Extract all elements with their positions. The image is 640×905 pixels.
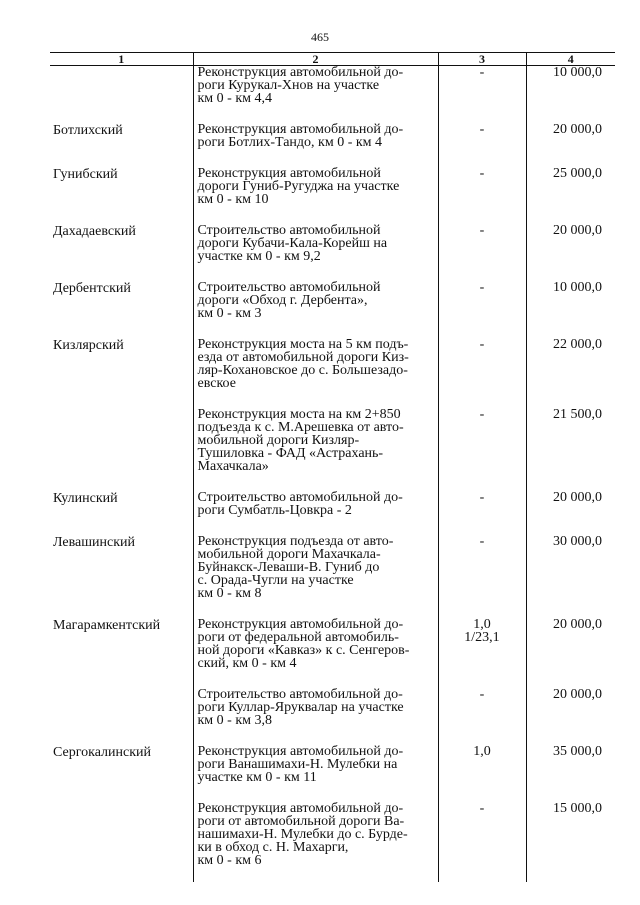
column-3-value: - bbox=[479, 65, 485, 80]
row-spacer bbox=[50, 517, 615, 535]
project-description-line: Реконструкция подъезда от авто- bbox=[197, 534, 394, 549]
row-spacer bbox=[50, 263, 615, 281]
row-spacer bbox=[50, 320, 615, 338]
table-row bbox=[50, 66, 615, 106]
amount-cell: 35 000,0 bbox=[526, 745, 615, 784]
spacer-cell bbox=[438, 390, 526, 408]
spacer-cell bbox=[193, 517, 438, 535]
project-description-line: Строительство автомобильной bbox=[197, 223, 381, 238]
project-description-line: Строительство автомобильной до- bbox=[197, 490, 403, 505]
spacer-cell bbox=[438, 105, 526, 123]
road-projects-table bbox=[50, 52, 615, 882]
spacer-cell bbox=[526, 149, 615, 167]
district-cell bbox=[50, 66, 193, 106]
spacer-cell bbox=[526, 263, 615, 281]
spacer-cell bbox=[526, 670, 615, 688]
amount-cell: 10 000,0 bbox=[526, 281, 615, 320]
spacer-cell bbox=[438, 670, 526, 688]
spacer-cell bbox=[50, 784, 193, 802]
project-description-line: роги Куллар-Яруквалар на участке bbox=[197, 700, 404, 715]
project-description-cell bbox=[193, 408, 438, 473]
project-description-line: роги Сумбатль-Цовкра - 2 bbox=[197, 503, 352, 518]
spacer-cell bbox=[438, 517, 526, 535]
district-cell: Дахадаевский bbox=[53, 224, 136, 239]
district-cell: Ботлихский bbox=[53, 123, 123, 138]
project-description-cell bbox=[193, 66, 438, 106]
spacer-cell bbox=[526, 206, 615, 224]
project-description-line: ки в обход с. Н. Махарги, bbox=[197, 840, 349, 855]
spacer-cell bbox=[438, 867, 526, 882]
project-description-cell bbox=[193, 281, 438, 320]
table-row bbox=[50, 491, 615, 517]
project-description-line: Реконструкция автомобильной до- bbox=[197, 801, 404, 816]
column-3-value: - bbox=[479, 280, 485, 295]
spacer-cell bbox=[50, 206, 193, 224]
spacer-cell bbox=[50, 320, 193, 338]
spacer-cell bbox=[526, 473, 615, 491]
amount-cell: 20 000,0 bbox=[526, 688, 615, 727]
table-row bbox=[50, 281, 615, 320]
column-header-2: 2 bbox=[193, 53, 438, 66]
spacer-cell bbox=[438, 473, 526, 491]
project-description-cell bbox=[193, 491, 438, 517]
table-row bbox=[50, 167, 615, 206]
project-description-cell bbox=[193, 338, 438, 390]
column-3-cell bbox=[438, 802, 526, 867]
project-description-line: роги Курукал-Хнов на участке bbox=[197, 78, 380, 93]
district-cell bbox=[50, 802, 193, 867]
spacer-cell bbox=[438, 727, 526, 745]
project-description-cell bbox=[193, 123, 438, 149]
column-3-cell bbox=[438, 618, 526, 670]
table-row bbox=[50, 745, 615, 784]
amount-cell: 20 000,0 bbox=[526, 123, 615, 149]
row-spacer bbox=[50, 784, 615, 802]
table-header-row bbox=[50, 53, 615, 66]
project-description-line: участке км 0 - км 9,2 bbox=[197, 249, 321, 264]
spacer-cell bbox=[438, 263, 526, 281]
column-3-value: 1,0 bbox=[473, 617, 491, 632]
row-spacer bbox=[50, 727, 615, 745]
project-description-line: ной дороги «Кавказ» к с. Сенгеров- bbox=[197, 643, 410, 658]
district-cell: Магарамкентский bbox=[53, 618, 161, 633]
spacer-cell bbox=[193, 867, 438, 882]
spacer-cell bbox=[526, 390, 615, 408]
project-description-line: Тушиловка - ФАД «Астрахань- bbox=[197, 446, 384, 461]
row-spacer bbox=[50, 206, 615, 224]
column-3-cell bbox=[438, 338, 526, 390]
spacer-cell bbox=[50, 517, 193, 535]
spacer-cell bbox=[193, 784, 438, 802]
column-3-value: - bbox=[479, 534, 485, 549]
column-3-value: - bbox=[479, 801, 485, 816]
spacer-cell bbox=[193, 206, 438, 224]
spacer-cell bbox=[526, 784, 615, 802]
column-3-cell bbox=[438, 167, 526, 206]
district-cell: Гунибский bbox=[53, 167, 118, 182]
column-3-value: - bbox=[479, 122, 485, 137]
project-description-line: нашимахи-Н. Мулебки до с. Бурде- bbox=[197, 827, 408, 842]
column-3-value: - bbox=[479, 490, 485, 505]
spacer-cell bbox=[50, 473, 193, 491]
spacer-cell bbox=[438, 206, 526, 224]
project-description-cell bbox=[193, 618, 438, 670]
project-description-line: дороги Гуниб-Ругуджа на участке bbox=[197, 179, 400, 194]
project-description-cell bbox=[193, 688, 438, 727]
spacer-cell bbox=[438, 320, 526, 338]
project-description-line: дороги «Обход г. Дербента», bbox=[197, 293, 368, 308]
table-row bbox=[50, 618, 615, 670]
column-3-value: - bbox=[479, 687, 485, 702]
table-row bbox=[50, 338, 615, 390]
table-body bbox=[50, 66, 615, 883]
project-description-line: ляр-Кохановское до с. Большезадо- bbox=[197, 363, 408, 378]
project-description-line: участке км 0 - км 11 bbox=[197, 770, 317, 785]
spacer-cell bbox=[193, 149, 438, 167]
district-cell: Кизлярский bbox=[53, 338, 124, 353]
table-row bbox=[50, 408, 615, 473]
project-description-line: мобильной дороги Кизляр- bbox=[197, 433, 360, 448]
table-row bbox=[50, 688, 615, 727]
spacer-cell bbox=[50, 105, 193, 123]
row-spacer bbox=[50, 149, 615, 167]
column-3-value: 1,0 bbox=[473, 744, 491, 759]
project-description-line: Реконструкция автомобильной bbox=[197, 166, 381, 181]
spacer-cell bbox=[438, 149, 526, 167]
amount-cell: 21 500,0 bbox=[526, 408, 615, 473]
row-spacer bbox=[50, 473, 615, 491]
spacer-cell bbox=[526, 600, 615, 618]
spacer-cell bbox=[193, 105, 438, 123]
project-description-line: км 0 - км 3 bbox=[197, 306, 262, 321]
district-cell: Левашинский bbox=[53, 535, 136, 550]
spacer-cell bbox=[193, 473, 438, 491]
spacer-cell bbox=[193, 727, 438, 745]
district-cell: Кулинский bbox=[53, 491, 118, 506]
spacer-cell bbox=[50, 727, 193, 745]
row-spacer bbox=[50, 105, 615, 123]
project-description-line: Строительство автомобильной bbox=[197, 280, 381, 295]
page-number: 465 bbox=[311, 30, 329, 44]
district-cell bbox=[50, 688, 193, 727]
spacer-cell bbox=[438, 784, 526, 802]
project-description-line: км 0 - км 4,4 bbox=[197, 91, 272, 106]
spacer-cell bbox=[438, 600, 526, 618]
table-row bbox=[50, 802, 615, 867]
column-3-cell bbox=[438, 535, 526, 600]
project-description-cell bbox=[193, 167, 438, 206]
row-spacer bbox=[50, 867, 615, 882]
amount-cell: 25 000,0 bbox=[526, 167, 615, 206]
amount-cell: 10 000,0 bbox=[526, 66, 615, 106]
spacer-cell bbox=[526, 105, 615, 123]
project-description-line: Реконструкция автомобильной до- bbox=[197, 744, 404, 759]
row-spacer bbox=[50, 600, 615, 618]
project-description-line: евское bbox=[197, 376, 236, 391]
project-description-line: км 0 - км 6 bbox=[197, 853, 262, 868]
row-spacer bbox=[50, 390, 615, 408]
project-description-line: Реконструкция моста на км 2+850 bbox=[197, 407, 401, 422]
project-description-line: км 0 - км 8 bbox=[197, 586, 262, 601]
project-description-line: км 0 - км 10 bbox=[197, 192, 269, 207]
spacer-cell bbox=[50, 867, 193, 882]
column-3-cell bbox=[438, 224, 526, 263]
column-3-value: - bbox=[479, 223, 485, 238]
district-cell: Сергокалинский bbox=[53, 745, 152, 760]
row-spacer bbox=[50, 670, 615, 688]
column-3-value: - bbox=[479, 407, 485, 422]
amount-cell: 15 000,0 bbox=[526, 802, 615, 867]
column-3-cell bbox=[438, 688, 526, 727]
column-3-cell bbox=[438, 66, 526, 106]
project-description-line: Буйнакск-Леваши-В. Гуниб до bbox=[197, 560, 380, 575]
column-3-value: - bbox=[479, 337, 485, 352]
amount-cell: 30 000,0 bbox=[526, 535, 615, 600]
project-description-cell bbox=[193, 535, 438, 600]
spacer-cell bbox=[526, 320, 615, 338]
column-3-cell bbox=[438, 281, 526, 320]
column-3-value: 1/23,1 bbox=[464, 630, 500, 645]
column-3-cell bbox=[438, 491, 526, 517]
spacer-cell bbox=[50, 390, 193, 408]
project-description-line: роги Ванашимахи-Н. Мулебки на bbox=[197, 757, 398, 772]
amount-cell: 20 000,0 bbox=[526, 491, 615, 517]
spacer-cell bbox=[193, 263, 438, 281]
project-description-line: роги от федеральной автомобиль- bbox=[197, 630, 399, 645]
project-description-line: ский, км 0 - км 4 bbox=[197, 656, 297, 671]
column-3-cell bbox=[438, 745, 526, 784]
project-description-cell bbox=[193, 224, 438, 263]
table-row bbox=[50, 535, 615, 600]
project-description-line: Реконструкция моста на 5 км подъ- bbox=[197, 337, 409, 352]
project-description-line: роги от автомобильной дороги Ва- bbox=[197, 814, 405, 829]
spacer-cell bbox=[193, 390, 438, 408]
amount-cell: 20 000,0 bbox=[526, 224, 615, 263]
table-row bbox=[50, 224, 615, 263]
table-row bbox=[50, 123, 615, 149]
project-description-line: Реконструкция автомобильной до- bbox=[197, 122, 404, 137]
spacer-cell bbox=[526, 867, 615, 882]
project-description-line: км 0 - км 3,8 bbox=[197, 713, 272, 728]
spacer-cell bbox=[50, 670, 193, 688]
district-cell bbox=[50, 408, 193, 473]
project-description-cell bbox=[193, 802, 438, 867]
column-header-3: 3 bbox=[438, 53, 526, 66]
spacer-cell bbox=[50, 600, 193, 618]
project-description-line: Реконструкция автомобильной до- bbox=[197, 617, 404, 632]
spacer-cell bbox=[193, 600, 438, 618]
column-header-1: 1 bbox=[50, 53, 193, 66]
column-3-cell bbox=[438, 408, 526, 473]
spacer-cell bbox=[526, 517, 615, 535]
spacer-cell bbox=[193, 670, 438, 688]
project-description-line: Реконструкция автомобильной до- bbox=[197, 65, 404, 80]
column-3-cell bbox=[438, 123, 526, 149]
spacer-cell bbox=[193, 320, 438, 338]
project-description-line: дороги Кубачи-Кала-Корейш на bbox=[197, 236, 388, 251]
project-description-line: с. Орада-Чугли на участке bbox=[197, 573, 354, 588]
spacer-cell bbox=[50, 149, 193, 167]
project-description-line: езда от автомобильной дороги Киз- bbox=[197, 350, 409, 365]
spacer-cell bbox=[526, 727, 615, 745]
project-description-line: роги Ботлих-Тандо, км 0 - км 4 bbox=[197, 135, 383, 150]
project-description-line: Строительство автомобильной до- bbox=[197, 687, 403, 702]
column-header-4: 4 bbox=[526, 53, 615, 66]
column-3-value: - bbox=[479, 166, 485, 181]
amount-cell: 22 000,0 bbox=[526, 338, 615, 390]
project-description-cell bbox=[193, 745, 438, 784]
amount-cell: 20 000,0 bbox=[526, 618, 615, 670]
project-description-line: подъезда к с. М.Арешевка от авто- bbox=[197, 420, 404, 435]
project-description-line: мобильной дороги Махачкала- bbox=[197, 547, 381, 562]
project-description-line: Махачкала» bbox=[197, 459, 269, 474]
spacer-cell bbox=[50, 263, 193, 281]
district-cell: Дербентский bbox=[53, 281, 131, 296]
